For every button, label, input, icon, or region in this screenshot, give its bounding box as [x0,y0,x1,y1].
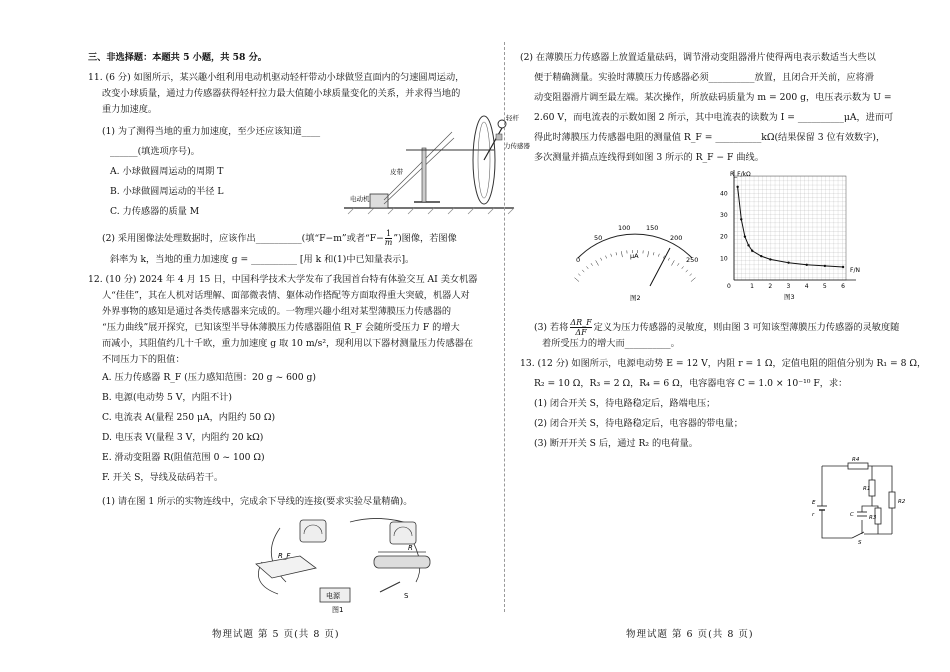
label-internal-r: r [812,512,815,518]
figure3-caption: 图3 [784,293,795,301]
figure1-caption: 图1 [332,606,344,614]
label-e: E [812,500,816,506]
figure3-chart [716,168,866,302]
x-tick-1: 1 [750,283,755,290]
meter-tick-mark-8 [611,254,612,257]
data-point-2 [744,235,746,237]
q13-sub2: (2) 闭合开关 S，待电路稳定后，电容器的带电量； [534,418,743,429]
meter-unit: μA [630,252,639,260]
q12-sub1: (1) 请在图 1 所示的实物连线中，完成余下导线的连接(要求实验尽量精确)。 [102,496,413,507]
y-tick-group [720,190,728,262]
meter-needle [650,248,670,286]
meter-tick-mark-15 [648,251,649,257]
meter-tick-mark-2 [582,270,584,272]
x-tick-2: 2 [768,283,773,290]
meter-tick-mark-20 [671,260,674,265]
data-point-4 [751,250,753,252]
q11-option-c: C. 力传感器的质量 M [110,206,200,217]
section-title: 三、非选择题：本题共 5 小题，共 58 分。 [88,52,267,63]
label-rf: R_F [278,552,291,560]
meter-tick-0: 0 [576,256,581,264]
q12-3-frac-num: ΔR_F [570,318,592,327]
chart-xlabel: F/N [850,267,860,274]
meter-tick-mark-19 [668,258,669,261]
ammeter-shape [390,522,416,544]
x-tick-3: 3 [786,283,791,290]
meter-tick-mark-17 [658,254,659,257]
q12-2-line-5: 得此时薄膜压力传感器电阻的测量值 R_F = __________kΩ(结果保留 3 位有效数字)， [534,132,886,143]
q11-frac-den: m [384,238,393,247]
resistor-r2 [889,492,895,508]
q11-sub1-b: ______(填选项序号)。 [110,146,200,157]
data-point-7 [787,261,789,263]
meter-tick-mark-22 [682,266,684,268]
meter-tick-mark-24 [690,274,692,276]
switch-shape [380,582,400,592]
data-point-1 [740,218,742,220]
y-tick-20: 20 [720,233,728,241]
label-c: C [850,512,854,518]
q11-sub2-b: 斜率为 k，当地的重力加速度 g = __________ [用 k 和(1)中已知量表示]。 [110,254,415,265]
q12-item-c: C. 电流表 A(量程 250 μA，内阻约 50 Ω) [102,412,276,423]
label-power: 电源 [326,592,340,600]
resistor-r4 [848,463,868,469]
q12-item-f: F. 开关 S，导线及砝码若干。 [102,472,224,483]
q12-2-line-4: 2.60 V，而电流表的示数如图 2 所示，其中电流表的读数为 I = __________μA，进而可 [534,112,894,123]
q11-option-b: B. 小球做圆周运动的半径 L [110,186,224,197]
q13-sub3: (3) 断开开关 S 后，通过 R₂ 的电荷量。 [534,438,698,449]
q12-2-line-3: 动变阻器滑片调至最左端。某次操作，所放砝码质量为 m = 200 g，电压表示数为 U = [534,92,892,103]
q11-apparatus-figure [344,108,530,216]
q11-frac-num: 1 [386,229,392,238]
meter-tick-150: 150 [646,224,659,232]
q12-3-pre: (3) 若将 [534,322,569,333]
label-s: S [404,592,409,600]
y-tick-30: 30 [720,212,728,219]
q11-line-1: 11. (6 分) 如图所示，某兴趣小组利用电动机驱动轻杆带动小球做竖直面内的匀速圆周运动， [88,72,465,83]
label-r3: R3 [869,515,877,521]
label-r1: R1 [863,486,871,492]
meter-tick-mark-4 [591,263,593,266]
q11-option-a: A. 小球做圆周运动的周期 T [110,166,224,177]
q12-line-6: 不同压力下的阻值： [102,354,185,365]
meter-tick-mark-23 [686,270,688,272]
meter-tick-mark-6 [600,258,601,261]
data-point-9 [824,265,826,267]
footer-page-5: 物理试题 第 5 页(共 8 页) [212,629,340,640]
x-tick-5: 5 [822,283,827,290]
y-tick-10: 10 [720,255,728,263]
meter-tick-mark-0 [574,278,579,282]
data-point-8 [806,264,808,266]
meter-tick-mark-16 [653,252,654,255]
meter-tick-mark-3 [586,266,588,268]
chart-origin: 0 [727,283,731,290]
meter-tick-mark-9 [616,252,617,255]
data-point-5 [760,255,762,257]
q13-circuit-diagram [812,452,908,548]
page-divider [504,42,505,612]
label-rod: 轻杆 [506,114,519,122]
y-tick-40: 40 [720,190,728,198]
q13-sub1: (1) 闭合开关 S，待电路稳定后，路端电压； [534,398,716,409]
q12-3-fraction [570,318,591,337]
rheostat-shape [374,556,430,568]
q12-3-line-2: 着所受压力的增大而__________。 [542,338,680,349]
q12-3-line-1 [534,318,899,337]
q12-line-3: 外界事物的感知是通过各类传感器来完成的。一物理兴趣小组对某型薄膜压力传感器的 [102,306,452,317]
x-tick-6: 6 [841,283,845,290]
q12-line-5: 而减小，其阻值约几十千欧，重力加速度 g 取 10 m/s²，现利用以下器材测量压力传感器在 [102,338,474,349]
label-motor: 电动机 [350,195,370,203]
x-tick-group [750,283,845,290]
q12-2-line-1: (2) 在薄膜压力传感器上放置适量砝码，调节滑动变阻器滑片使得两电表示数适当大些以 [520,52,876,63]
q12-item-b: B. 电源(电动势 5 V，内阻不计) [102,392,232,403]
meter-tick-mark-5 [596,260,599,265]
label-r4: R4 [852,457,860,463]
q13-line-2: R₂ = 10 Ω，R₃ = 2 Ω，R₄ = 6 Ω，电容器电容 C = 1.0 × 10⁻¹⁰ F，求： [534,378,848,389]
q11-fraction [385,230,393,247]
label-switch: S [858,540,862,546]
q13-line-1: 13. (12 分) 如图所示，电源电动势 E = 12 V，内阻 r = 1 Ω，定值电阻的阻值分别为 R₁ = 8 Ω， [520,358,927,369]
q11-sub2-tail: ”)图像，若图像 [393,233,457,244]
q12-3-frac-den: ΔF [575,328,587,337]
meter-tick-mark-7 [606,256,607,259]
label-force-sensor: 力传感器 [504,142,530,150]
q12-2-line-6: 多次测量并描点连线得到如图 3 所示的 R_F − F 曲线。 [534,152,764,163]
q12-2-line-2: 便于精确测量。实验时薄膜压力传感器必须__________放置，且闭合开关前，应将滑 [534,72,874,83]
q12-line-2: 人“佳佳”，其在人机对话理解、面部微表情、躯体动作搭配等方面取得重大突破，机器人对 [102,290,470,301]
meter-tick-mark-21 [677,263,679,266]
motor-shape [370,194,388,208]
chart-grid [734,176,846,280]
figure1-apparatus [240,516,440,614]
q12-item-d: D. 电压表 V(量程 3 V，内阻约 20 kΩ) [102,432,264,443]
meter-tick-250: 250 [686,256,699,264]
label-belt: 皮带 [390,168,403,176]
label-r2: R2 [898,499,906,505]
meter-tick-mark-25 [691,278,696,282]
figure2-caption: 图2 [630,294,641,302]
switch-s [852,532,864,538]
voltmeter-shape [300,520,326,542]
q11-sub1-a: (1) 为了测得当地的重力加速度，至少还应该知道____ [102,126,321,137]
label-r: R [408,544,413,552]
data-point-6 [769,258,771,260]
q12-item-a: A. 压力传感器 R_F (压力感知范围：20 g ~ 600 g) [102,372,316,383]
meter-tick-mark-10 [621,251,622,257]
data-point-3 [747,244,749,246]
x-tick-4: 4 [804,283,809,290]
q12-line-4: “压力曲线”展开探究，已知该型半导体薄膜压力传感器阻值 R_F 会随所受压力 F 的增大 [102,322,460,333]
figure2-ammeter-dial [572,218,702,302]
meter-tick-mark-1 [578,274,580,276]
chart-ylabel: R_F/kΩ [730,171,751,178]
q11-line-2: 改变小球质量，通过力传感器获得轻杆拉力最大值随小球质量变化的关系，并求得当地的 [102,88,461,99]
q11-sub2-a [102,230,457,247]
meter-tick-100: 100 [618,224,631,232]
data-point-0 [736,186,738,188]
q11-line-3: 重力加速度。 [102,104,158,115]
meter-tick-50: 50 [594,234,603,242]
q11-sub2-text: (2) 采用图像法处理数据时，应该作出__________(填“F−m”或者“F− [102,233,384,244]
footer-page-6: 物理试题 第 6 页(共 8 页) [626,629,754,640]
meter-tick-200: 200 [670,234,683,242]
q12-3-post: 定义为压力传感器的灵敏度，则由图 3 可知该型薄膜压力传感器的灵敏度随 [593,322,900,333]
data-point-10 [842,266,844,268]
q12-line-1: 12. (10 分) 2024 年 4 月 15 日，中国科学技术大学发布了我国首台特有体验交互 AI 美女机器 [88,274,478,285]
q12-item-e: E. 滑动变阻器 R(阻值范围 0 ~ 100 Ω) [102,452,265,463]
